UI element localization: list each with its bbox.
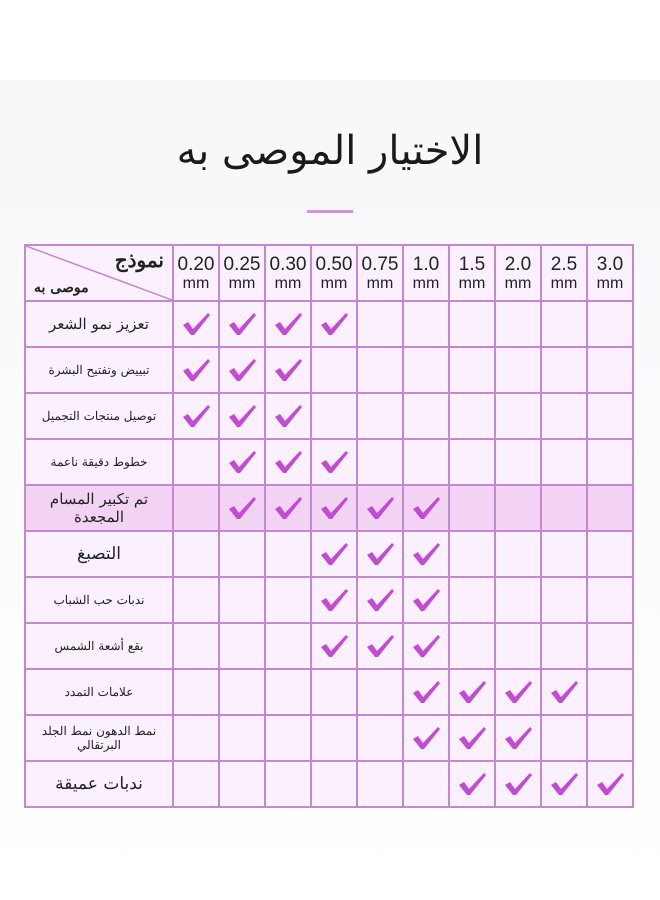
empty-cell (265, 577, 311, 623)
checked-cell (449, 761, 495, 807)
empty-cell (311, 761, 357, 807)
row-label: ندبات حب الشباب (25, 577, 173, 623)
size-unit: mm (596, 274, 624, 292)
size-header (495, 245, 541, 301)
checkmark-icon (502, 770, 534, 798)
empty-cell (541, 301, 587, 347)
table-row (25, 623, 633, 669)
empty-cell (311, 393, 357, 439)
size-unit: mm (458, 274, 486, 292)
checked-cell (403, 623, 449, 669)
empty-cell (357, 715, 403, 761)
checked-cell (219, 485, 265, 531)
checkmark-icon (456, 724, 488, 752)
checked-cell (541, 761, 587, 807)
table-row (25, 669, 633, 715)
size-unit: mm (412, 274, 440, 292)
checkmark-icon (272, 448, 304, 476)
checked-cell (173, 301, 219, 347)
empty-cell (357, 347, 403, 393)
checked-cell (311, 531, 357, 577)
empty-cell (219, 761, 265, 807)
size-value: 0.30 (269, 253, 307, 275)
empty-cell (311, 715, 357, 761)
empty-cell (265, 531, 311, 577)
size-value: 1.5 (458, 253, 486, 275)
checked-cell (357, 485, 403, 531)
row-label: ندبات عميقة (25, 761, 173, 807)
checked-cell (357, 531, 403, 577)
empty-cell (541, 439, 587, 485)
empty-cell (495, 439, 541, 485)
empty-cell (587, 715, 633, 761)
size-unit: mm (550, 274, 578, 292)
empty-cell (173, 439, 219, 485)
checkmark-icon (272, 402, 304, 430)
checkmark-icon (180, 402, 212, 430)
table-row (25, 347, 633, 393)
size-header (357, 245, 403, 301)
size-unit: mm (320, 274, 348, 292)
size-value: 1.0 (412, 253, 440, 275)
page-title: الاختيار الموصى به (176, 128, 484, 174)
row-label: تعزيز نمو الشعر (25, 301, 173, 347)
empty-cell (495, 485, 541, 531)
empty-cell (219, 577, 265, 623)
size-header (449, 245, 495, 301)
checkmark-icon (318, 586, 350, 614)
empty-cell (541, 715, 587, 761)
checked-cell (449, 669, 495, 715)
empty-cell (541, 347, 587, 393)
empty-cell (403, 439, 449, 485)
checked-cell (311, 301, 357, 347)
checked-cell (265, 485, 311, 531)
checkmark-icon (226, 402, 258, 430)
table-row (25, 715, 633, 761)
size-value: 2.0 (504, 253, 532, 275)
empty-cell (357, 301, 403, 347)
size-value: 0.50 (315, 253, 353, 275)
checked-cell (173, 393, 219, 439)
checkmark-icon (410, 540, 442, 568)
checkmark-icon (410, 586, 442, 614)
title-underline (307, 210, 353, 213)
empty-cell (449, 577, 495, 623)
size-header (587, 245, 633, 301)
empty-cell (311, 669, 357, 715)
empty-cell (173, 623, 219, 669)
checkmark-icon (226, 448, 258, 476)
checkmark-icon (318, 494, 350, 522)
checkmark-icon (272, 310, 304, 338)
empty-cell (265, 669, 311, 715)
checkmark-icon (410, 724, 442, 752)
checkmark-icon (410, 632, 442, 660)
table-row (25, 531, 633, 577)
empty-cell (449, 485, 495, 531)
empty-cell (265, 623, 311, 669)
empty-cell (357, 439, 403, 485)
empty-cell (219, 715, 265, 761)
checkmark-icon (410, 494, 442, 522)
size-header (311, 245, 357, 301)
checked-cell (219, 393, 265, 439)
empty-cell (449, 439, 495, 485)
size-value: 0.25 (223, 253, 261, 275)
header-row (25, 245, 633, 301)
checked-cell (219, 301, 265, 347)
checkmark-icon (594, 770, 626, 798)
table-body (25, 301, 633, 807)
checked-cell (449, 715, 495, 761)
size-header (541, 245, 587, 301)
size-value: 0.20 (177, 253, 215, 275)
empty-cell (495, 531, 541, 577)
checked-cell (357, 577, 403, 623)
empty-cell (449, 347, 495, 393)
table-row (25, 301, 633, 347)
empty-cell (449, 623, 495, 669)
empty-cell (449, 301, 495, 347)
checked-cell (311, 623, 357, 669)
size-unit: mm (366, 274, 394, 292)
checked-cell (219, 347, 265, 393)
empty-cell (495, 347, 541, 393)
size-unit: mm (504, 274, 532, 292)
empty-cell (541, 531, 587, 577)
checkmark-icon (180, 310, 212, 338)
empty-cell (449, 531, 495, 577)
empty-cell (495, 301, 541, 347)
empty-cell (403, 301, 449, 347)
size-header (173, 245, 219, 301)
size-header (265, 245, 311, 301)
empty-cell (587, 347, 633, 393)
empty-cell (587, 439, 633, 485)
row-label: علامات التمدد (25, 669, 173, 715)
empty-cell (541, 623, 587, 669)
corner-recommended-label: موصى به (34, 280, 89, 296)
empty-cell (219, 623, 265, 669)
empty-cell (587, 669, 633, 715)
size-unit: mm (182, 274, 210, 292)
table-row (25, 439, 633, 485)
empty-cell (173, 577, 219, 623)
checked-cell (495, 761, 541, 807)
checked-cell (265, 393, 311, 439)
checkmark-icon (502, 724, 534, 752)
corner-model-label: نموذج (114, 248, 164, 272)
empty-cell (587, 531, 633, 577)
table-row (25, 485, 633, 531)
empty-cell (587, 623, 633, 669)
table-row (25, 393, 633, 439)
checked-cell (403, 485, 449, 531)
checked-cell (495, 669, 541, 715)
checked-cell (403, 715, 449, 761)
checkmark-icon (548, 770, 580, 798)
checked-cell (311, 439, 357, 485)
empty-cell (265, 715, 311, 761)
checkmark-icon (410, 678, 442, 706)
empty-cell (541, 485, 587, 531)
empty-cell (495, 393, 541, 439)
size-value: 2.5 (550, 253, 578, 275)
empty-cell (541, 393, 587, 439)
checked-cell (173, 347, 219, 393)
size-value: 3.0 (596, 253, 624, 275)
empty-cell (495, 623, 541, 669)
size-value: 0.75 (361, 253, 399, 275)
checkmark-icon (318, 632, 350, 660)
checkmark-icon (502, 678, 534, 706)
table-row (25, 761, 633, 807)
row-label: بقع أشعة الشمس (25, 623, 173, 669)
checkmark-icon (318, 540, 350, 568)
checkmark-icon (456, 678, 488, 706)
size-unit: mm (274, 274, 302, 292)
empty-cell (173, 715, 219, 761)
empty-cell (587, 485, 633, 531)
checked-cell (495, 715, 541, 761)
checked-cell (311, 485, 357, 531)
checkmark-icon (548, 678, 580, 706)
empty-cell (173, 531, 219, 577)
checkmark-icon (318, 448, 350, 476)
empty-cell (173, 761, 219, 807)
row-label: تم تكبير المسام المجعدة (25, 485, 173, 531)
checked-cell (357, 623, 403, 669)
checkmark-icon (364, 540, 396, 568)
checkmark-icon (272, 356, 304, 384)
checked-cell (403, 669, 449, 715)
checked-cell (265, 301, 311, 347)
size-header (219, 245, 265, 301)
empty-cell (587, 301, 633, 347)
empty-cell (357, 393, 403, 439)
row-label: نمط الدهون نمط الجلد البرتقالي (25, 715, 173, 761)
checkmark-icon (364, 632, 396, 660)
checked-cell (587, 761, 633, 807)
checkmark-icon (180, 356, 212, 384)
size-header (403, 245, 449, 301)
checkmark-icon (364, 494, 396, 522)
checked-cell (403, 577, 449, 623)
checked-cell (311, 577, 357, 623)
checked-cell (265, 439, 311, 485)
row-label: التصبغ (25, 531, 173, 577)
empty-cell (311, 347, 357, 393)
row-label: توصيل منتجات التجميل (25, 393, 173, 439)
row-label: تبييض وتفتيح البشرة (25, 347, 173, 393)
recommendation-table (24, 244, 634, 808)
empty-cell (265, 761, 311, 807)
empty-cell (357, 761, 403, 807)
row-label: خطوط دقيقة ناعمة (25, 439, 173, 485)
checkmark-icon (272, 494, 304, 522)
empty-cell (173, 669, 219, 715)
empty-cell (449, 393, 495, 439)
corner-cell (25, 245, 173, 301)
empty-cell (403, 761, 449, 807)
empty-cell (219, 669, 265, 715)
size-unit: mm (228, 274, 256, 292)
empty-cell (587, 577, 633, 623)
checkmark-icon (226, 310, 258, 338)
checked-cell (541, 669, 587, 715)
empty-cell (403, 393, 449, 439)
checkmark-icon (318, 310, 350, 338)
empty-cell (541, 577, 587, 623)
checked-cell (403, 531, 449, 577)
checked-cell (219, 439, 265, 485)
checked-cell (265, 347, 311, 393)
checkmark-icon (226, 494, 258, 522)
empty-cell (219, 531, 265, 577)
table-row (25, 577, 633, 623)
empty-cell (403, 347, 449, 393)
checkmark-icon (226, 356, 258, 384)
empty-cell (495, 577, 541, 623)
empty-cell (587, 393, 633, 439)
empty-cell (357, 669, 403, 715)
checkmark-icon (364, 586, 396, 614)
empty-cell (173, 485, 219, 531)
checkmark-icon (456, 770, 488, 798)
